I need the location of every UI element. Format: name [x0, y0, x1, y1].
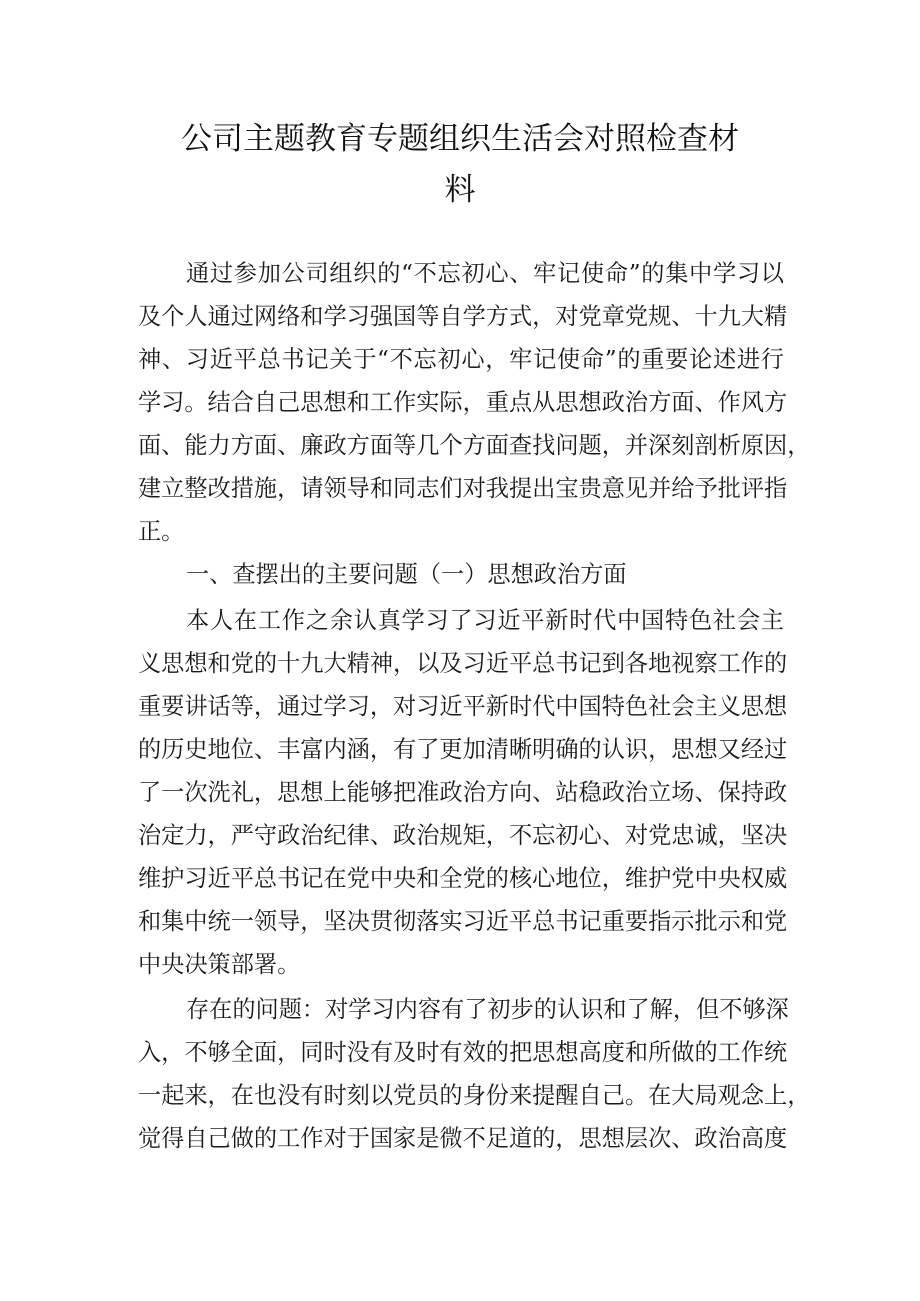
- text-line: 和集中统一领导，坚决贯彻落实习近平总书记重要指示批示和党: [138, 908, 788, 935]
- text-line: 了一次洗礼，思想上能够把准政治方向、站稳政治立场、保持政: [138, 779, 788, 806]
- text-line: 维护习近平总书记在党中央和全党的核心地位，维护党中央权威: [138, 865, 788, 892]
- text-line: 存在的问题：对学习内容有了初步的认识和了解，但不够深: [186, 996, 789, 1023]
- text-line: 学习。结合自己思想和工作实际，重点从思想政治方面、作风方: [138, 389, 788, 416]
- text-line: 的历史地位、丰富内涵，有了更加清晰明确的认识，思想又经过: [138, 736, 788, 763]
- text-line: 面、能力方面、廉政方面等几个方面查找问题，并深刻剖析原因，: [138, 432, 811, 459]
- text-line: 治定力，严守政治纪律、政治规矩，不忘初心、对党忠诚，坚决: [138, 822, 788, 849]
- text-line: 入，不够全面，同时没有及时有效的把思想高度和所做的工作统: [138, 1039, 788, 1066]
- text-line: 通过参加公司组织的“不忘初心、牢记使命”的集中学习以: [186, 260, 784, 287]
- text-line: 义思想和党的十九大精神，以及习近平总书记到各地视察工作的: [138, 650, 788, 677]
- text-line: 一、查摆出的主要问题（一）思想政治方面: [186, 561, 627, 588]
- text-line: 本人在工作之余认真学习了习近平新时代中国特色社会主: [186, 607, 784, 634]
- document-title-line-1: 公司主题教育专题组织生活会对照检查材: [181, 121, 739, 157]
- text-line: 建立整改措施，请领导和同志们对我提出宝贵意见并给予批评指: [138, 475, 788, 502]
- text-line: 一起来，在也没有时刻以党员的身份来提醒自己。在大局观念上，: [138, 1082, 811, 1109]
- text-line: 及个人通过网络和学习强国等自学方式，对党章党规、十九大精: [138, 303, 788, 330]
- text-line: 觉得自己做的工作对于国家是微不足道的，思想层次、政治高度: [138, 1125, 788, 1152]
- text-line: 重要讲话等，通过学习，对习近平新时代中国特色社会主义思想: [138, 693, 788, 720]
- document-title-line-2: 料: [444, 172, 476, 208]
- text-line: 神、习近平总书记关于“不忘初心，牢记使命”的重要论述进行: [138, 346, 784, 373]
- text-line: 中央决策部署。: [138, 951, 301, 978]
- text-line: 正。: [138, 518, 185, 545]
